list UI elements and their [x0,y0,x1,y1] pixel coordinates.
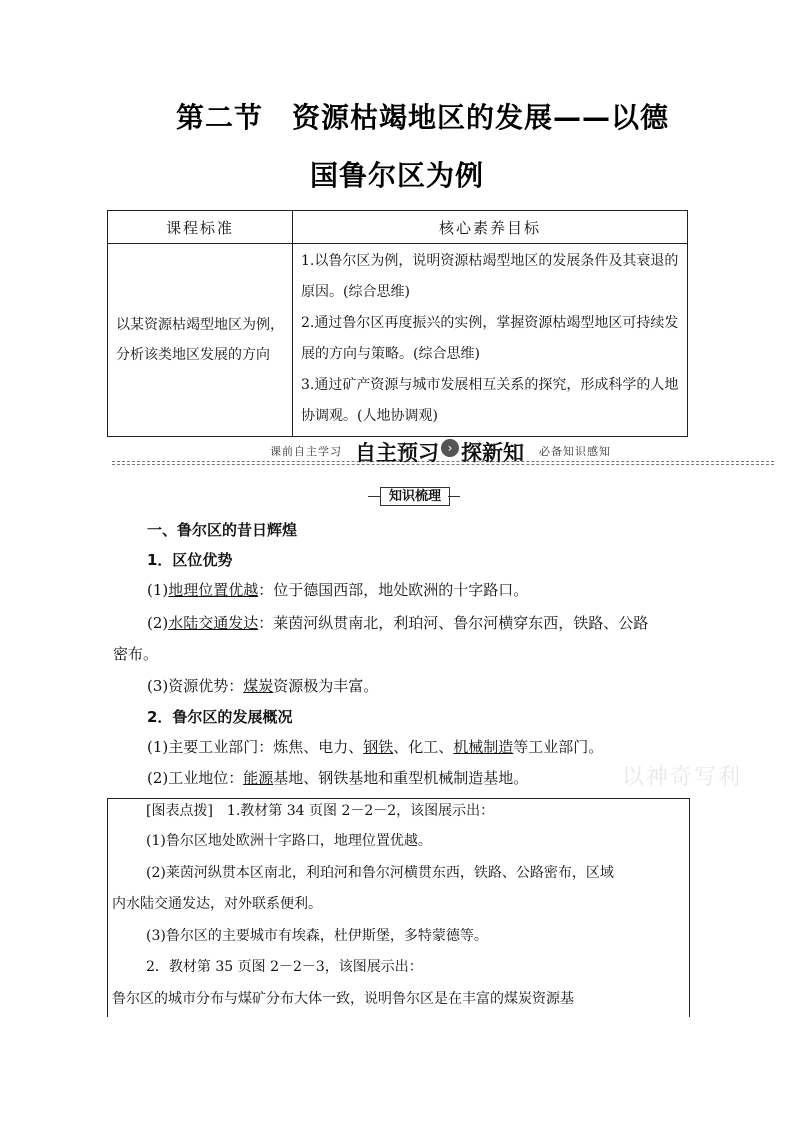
header-standard: 课程标准 [108,211,293,244]
banner-title-2: 探新知 [461,441,524,465]
table-row [108,244,688,437]
watermark: 以神奇写利 [622,765,743,790]
key-term: 地理位置优越 [168,581,259,599]
arrow-right-icon: › [441,439,459,457]
box-line: (2)莱茵河纵贯本区南北，利珀河和鲁尔河横贯东西，铁路、公路密布，区域 [146,865,614,881]
banner-right-caption: 必备知识感知 [539,445,611,458]
box-line: (1)鲁尔区地处欧洲十字路口，地理位置优越。 [146,833,432,849]
heading-1: 一、鲁尔区的昔日辉煌 [147,521,298,539]
section-tag [368,485,460,507]
banner-left-caption: 课前自主学习 [270,445,342,458]
paragraph: (3)资源优势：煤炭资源极为丰富。 [147,677,379,695]
key-term: 能源 [243,769,274,787]
box-line: (3)鲁尔区的主要城市有埃森，杜伊斯堡，多特蒙德等。 [146,928,488,944]
heading-1-1: 1．区位优势 [147,551,233,569]
paragraph-continuation: 密布。 [113,645,159,663]
paragraph: (2)水陆交通发达：莱茵河纵贯南北，利珀河、鲁尔河横穿东西，铁路、公路 [147,614,649,632]
chart-notes-box [107,798,690,1017]
key-term: 机械制造 [453,738,514,756]
standard-cell: 以某资源枯竭型地区为例，分析该类地区发展的方向 [108,244,293,437]
box-line: 内水陆交通发达，对外联系便利。 [112,896,322,912]
paragraph: (2)工业地位：能源基地、钢铁基地和重型机械制造基地。 [147,769,529,787]
section-banner [112,436,774,466]
page-title-line2: 国鲁尔区为例 [309,159,484,192]
goal-item: 3.通过矿产资源与城市发展相互关系的探究，形成科学的人地协调观。(人地协调观) [301,377,679,424]
table-header-row [108,211,688,244]
standards-table [107,210,688,437]
goal-item: 2.通过鲁尔区再度振兴的实例，掌握资源枯竭型地区可持续发展的方向与策略。(综合思维) [301,315,679,362]
section-tag-label: 知识梳理 [380,487,450,506]
box-line: [图表点拨] 1.教材第 34 页图 2－2－2，该图展示出： [146,803,495,819]
banner-divider [112,464,774,465]
key-term: 水陆交通发达 [168,614,259,632]
goals-cell [293,244,688,437]
key-term: 煤炭 [243,677,274,695]
heading-1-2: 2．鲁尔区的发展概况 [147,708,293,726]
banner-divider [112,461,774,462]
box-line: 鲁尔区的城市分布与煤矿分布大体一致，说明鲁尔区是在丰富的煤炭资源基 [112,991,574,1007]
box-line: 2．教材第 35 页图 2－2－3，该图展示出： [146,959,423,975]
header-goals: 核心素养目标 [293,211,688,244]
paragraph: (1)地理位置优越：位于德国西部，地处欧洲的十字路口。 [147,581,529,599]
goal-item: 1.以鲁尔区为例，说明资源枯竭型地区的发展条件及其衰退的原因。(综合思维) [301,253,679,300]
banner-title-1: 自主预习 [355,441,439,465]
page-title-line1: 第二节 资源枯竭地区的发展——以德 [176,101,670,134]
key-term: 钢铁 [363,738,394,756]
paragraph: (1)主要工业部门：炼焦、电力、钢铁、化工、机械制造等工业部门。 [147,738,604,756]
